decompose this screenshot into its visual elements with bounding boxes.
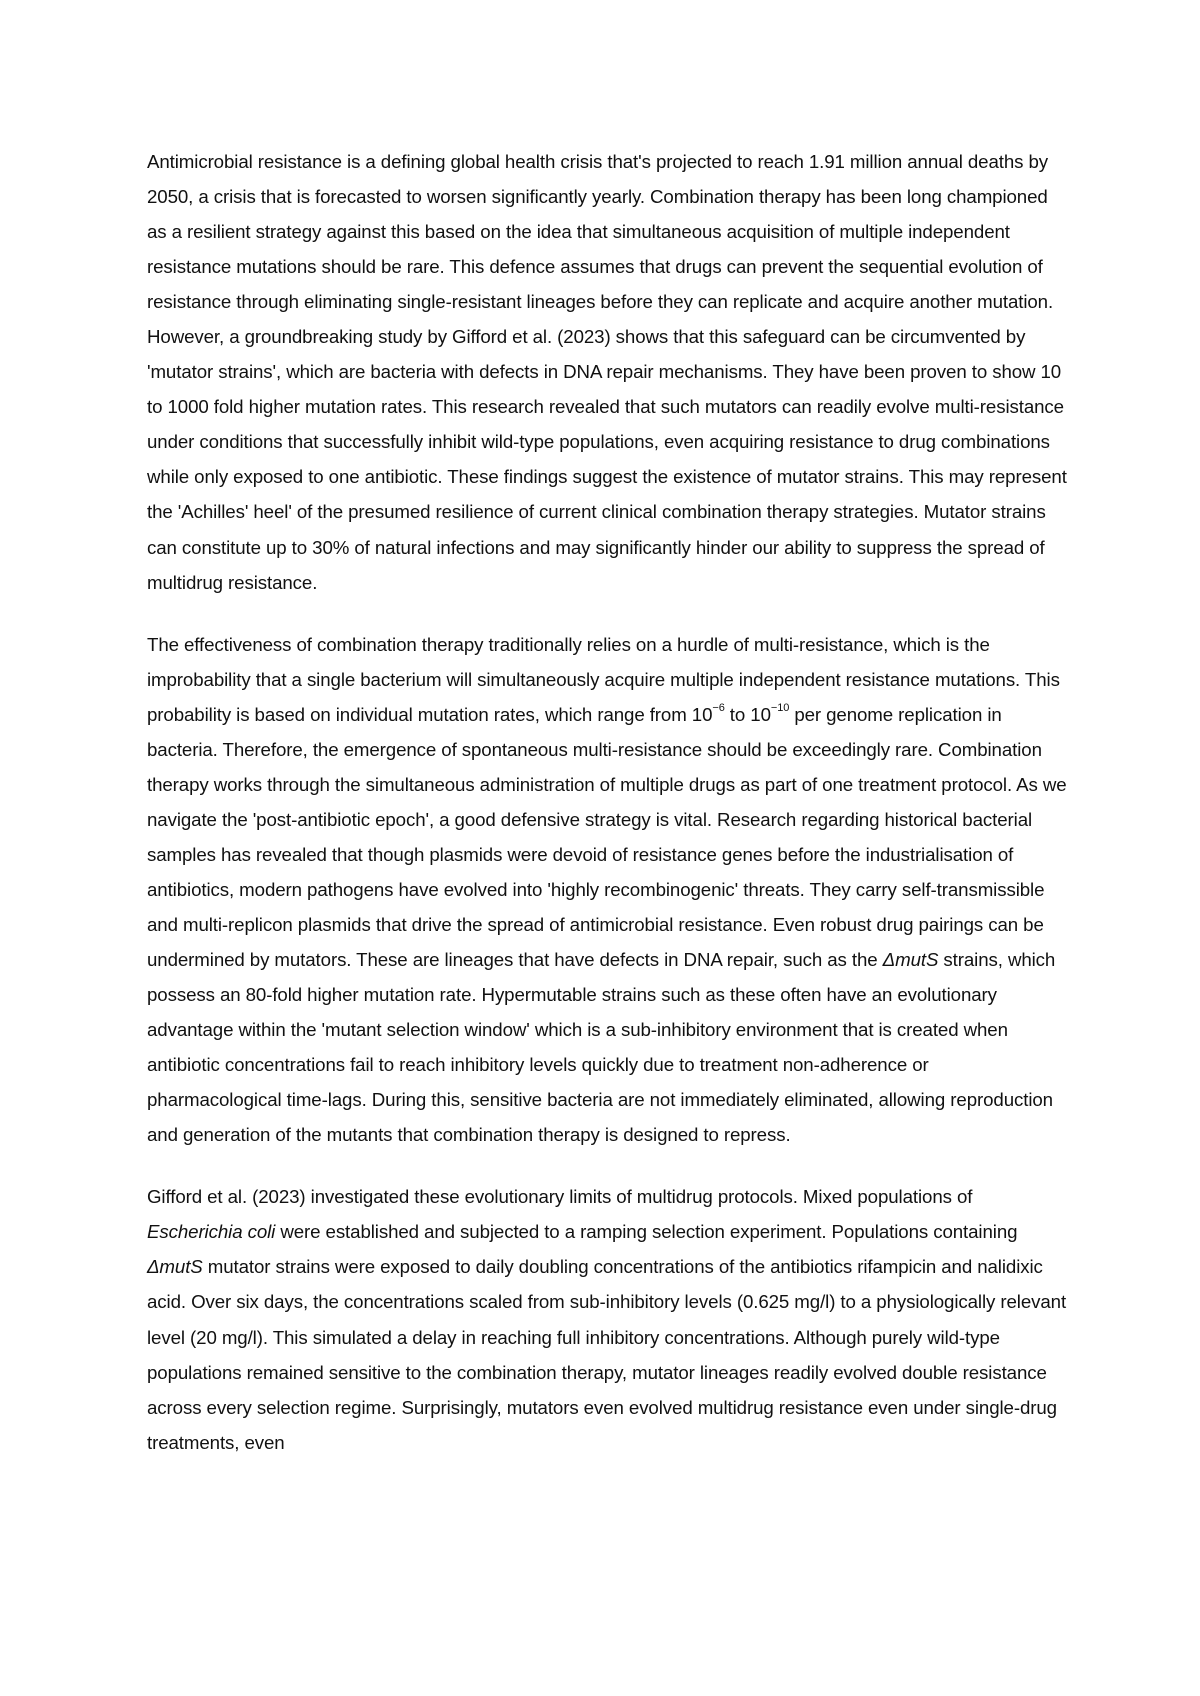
paragraph-2-text-d: strains, which possess an 80-fold higher mutation rate. Hypermutable strains such as these often have an evolutionary advantage within the 'mutant selection window' which is a sub-inhibitory environment that is created when antibiotic concentrations fail to reach inhibitory levels quickly due to treatment non-adherence or pharmacological time-lags. During this, sensitive bacteria are not immediately eliminated, allowing reproduction and generation of the mutants that combination therapy is designed to repress. xyxy=(147,949,1056,1146)
paragraph-3-text-b: were established and subjected to a ramping selection experiment. Populations containing xyxy=(275,1221,1018,1243)
species-name: Escherichia coli xyxy=(147,1221,276,1243)
document-body xyxy=(147,144,1067,1487)
paragraph-1 xyxy=(147,144,1067,600)
paragraph-2 xyxy=(147,627,1067,1153)
paragraph-3 xyxy=(147,1179,1067,1459)
mutS-strain-name-2: ΔmutS xyxy=(147,1256,203,1278)
exponent-minus-6: −6 xyxy=(712,702,725,715)
mutS-strain-name: ΔmutS xyxy=(882,949,939,971)
paragraph-2-text-c: per genome replication in bacteria. Therefore, the emergence of spontaneous multi-resistance should be exceedingly rare. Combination therapy works through the simultaneous administration of multiple drugs as part of one treatment protocol. As we navigate the 'post-antibiotic epoch', a good defensive strategy is vital. Research regarding historical bacterial samples has revealed that though plasmids were devoid of resistance genes before the industrialisation of antibiotics, modern pathogens have evolved into 'highly recombinogenic' threats. They carry self-transmissible and multi-replicon plasmids that drive the spread of antimicrobial resistance. Even robust drug pairings can be undermined by mutators. These are lineages that have defects in DNA repair, such as the xyxy=(147,703,1067,971)
paragraph-3-text-a: Gifford et al. (2023) investigated these evolutionary limits of multidrug protocols. Mixed populations of xyxy=(147,1186,973,1208)
paragraph-2-text-a: The effectiveness of combination therapy traditionally relies on a hurdle of multi-resistance, which is the improbability that a single bacterium will simultaneously acquire multiple independent resistance mutations. This probability is based on individual mutation rates, which range from 10 xyxy=(147,633,1060,725)
paragraph-3-text-c: mutator strains were exposed to daily doubling concentrations of the antibiotics rifampicin and nalidixic acid. Over six days, the concentrations scaled from sub-inhibitory levels (0.625 mg/l) to a physiologically relevant level (20 mg/l). This simulated a delay in reaching full inhibitory concentrations. Although purely wild-type populations remained sensitive to the combination therapy, mutator lineages readily evolved double resistance across every selection regime. Surprisingly, mutators even evolved multidrug resistance even under single-drug treatments, even xyxy=(147,1256,1067,1453)
paragraph-1-text: Antimicrobial resistance is a defining global health crisis that's projected to reach 1.91 million annual deaths by 2050, a crisis that is forecasted to worsen significantly yearly. Combination therapy has been long championed as a resilient strategy against this based on the idea that simultaneous acquisition of multiple independent resistance mutations should be rare. This defence assumes that drugs can prevent the sequential evolution of resistance through eliminating single-resistant lineages before they can replicate and acquire another mutation. However, a groundbreaking study by Gifford et al. (2023) shows that this safeguard can be circumvented by 'mutator strains', which are bacteria with defects in DNA repair mechanisms. They have been proven to show 10 to 1000 fold higher mutation rates. This research revealed that such mutators can readily evolve multi-resistance under conditions that successfully inhibit wild-type populations, even acquiring resistance to drug combinations while only exposed to one antibiotic. These findings suggest the existence of mutator strains. This may represent the 'Achilles' heel' of the presumed resilience of current clinical combination therapy strategies. Mutator strains can constitute up to 30% of natural infections and may significantly hinder our ability to suppress the spread of multidrug resistance. xyxy=(147,151,1067,593)
exponent-minus-10: −10 xyxy=(770,702,790,715)
paragraph-2-text-b: to 10 xyxy=(724,703,771,725)
